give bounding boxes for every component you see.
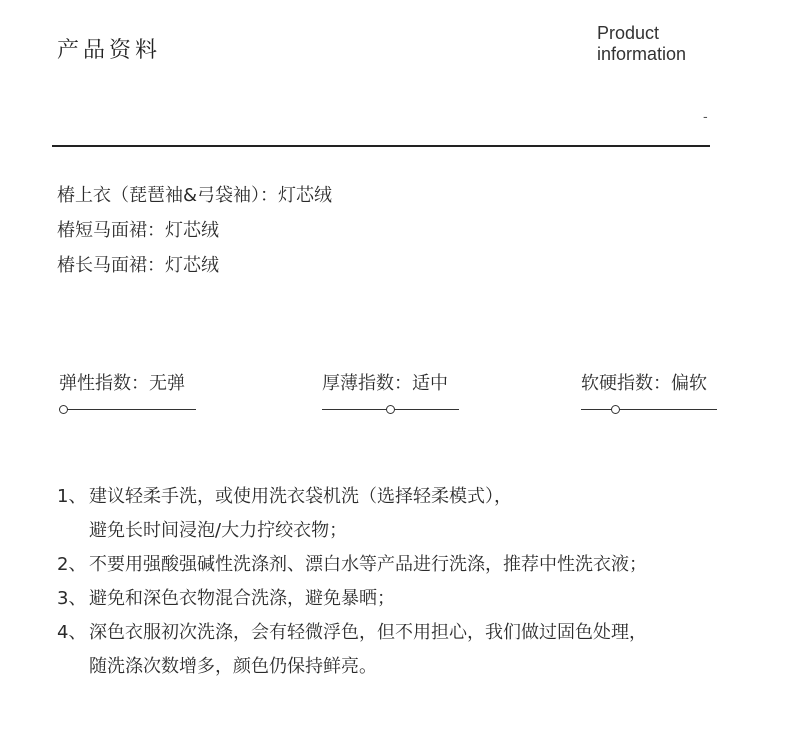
care-item-number: 2、 — [57, 554, 87, 575]
care-item-text: 避免和深色衣物混合洗涤，避免暴晒； — [89, 588, 395, 609]
care-item — [57, 616, 647, 650]
page-title: 产品资料 — [57, 38, 162, 63]
care-item — [57, 548, 647, 582]
index-marker — [611, 405, 620, 414]
care-item-text: 避免长时间浸泡/大力拧绞衣物； — [89, 520, 348, 541]
care-item-continuation — [57, 650, 647, 684]
care-item-text: 不要用强酸强碱性洗涤剂、漂白水等产品进行洗涤，推荐中性洗衣液； — [89, 554, 647, 575]
index-track — [581, 409, 717, 410]
care-item-number: 1、 — [57, 486, 87, 507]
index-label: 弹性指数：无弹 — [59, 373, 185, 394]
care-item-text: 随洗涤次数增多，颜色仍保持鲜亮。 — [89, 656, 377, 677]
index-scale — [581, 403, 717, 415]
material-line: 椿长马面裙：灯芯绒 — [57, 255, 219, 276]
care-item — [57, 480, 647, 514]
care-instructions — [57, 480, 647, 684]
materials-list — [57, 178, 332, 283]
index-marker — [386, 405, 395, 414]
index-elasticity — [59, 372, 196, 415]
index-thickness — [322, 372, 459, 415]
care-item-number: 3、 — [57, 588, 87, 609]
index-label: 软硬指数：偏软 — [581, 373, 707, 394]
care-item-text: 深色衣服初次洗涤，会有轻微浮色，但不用担心，我们做过固色处理， — [89, 622, 647, 643]
title-en-line-1: Product — [597, 23, 660, 43]
care-item-number: 4、 — [57, 622, 87, 643]
care-item-continuation — [57, 514, 647, 548]
index-scale — [59, 403, 196, 415]
index-softness — [581, 372, 717, 415]
care-item — [57, 582, 647, 616]
care-item-text: 建议轻柔手洗，或使用洗衣袋机洗（选择轻柔模式）， — [89, 486, 512, 507]
title-en-line-2: information — [597, 44, 687, 64]
dash-mark: - — [703, 110, 708, 125]
divider — [52, 145, 710, 147]
index-scale — [322, 403, 459, 415]
index-marker — [59, 405, 68, 414]
index-label: 厚薄指数：适中 — [322, 373, 448, 394]
index-track — [59, 409, 196, 410]
material-line: 椿上衣（琵琶袖&弓袋袖）：灯芯绒 — [57, 185, 333, 206]
page-title-english — [597, 23, 686, 65]
material-line: 椿短马面裙：灯芯绒 — [57, 220, 219, 241]
